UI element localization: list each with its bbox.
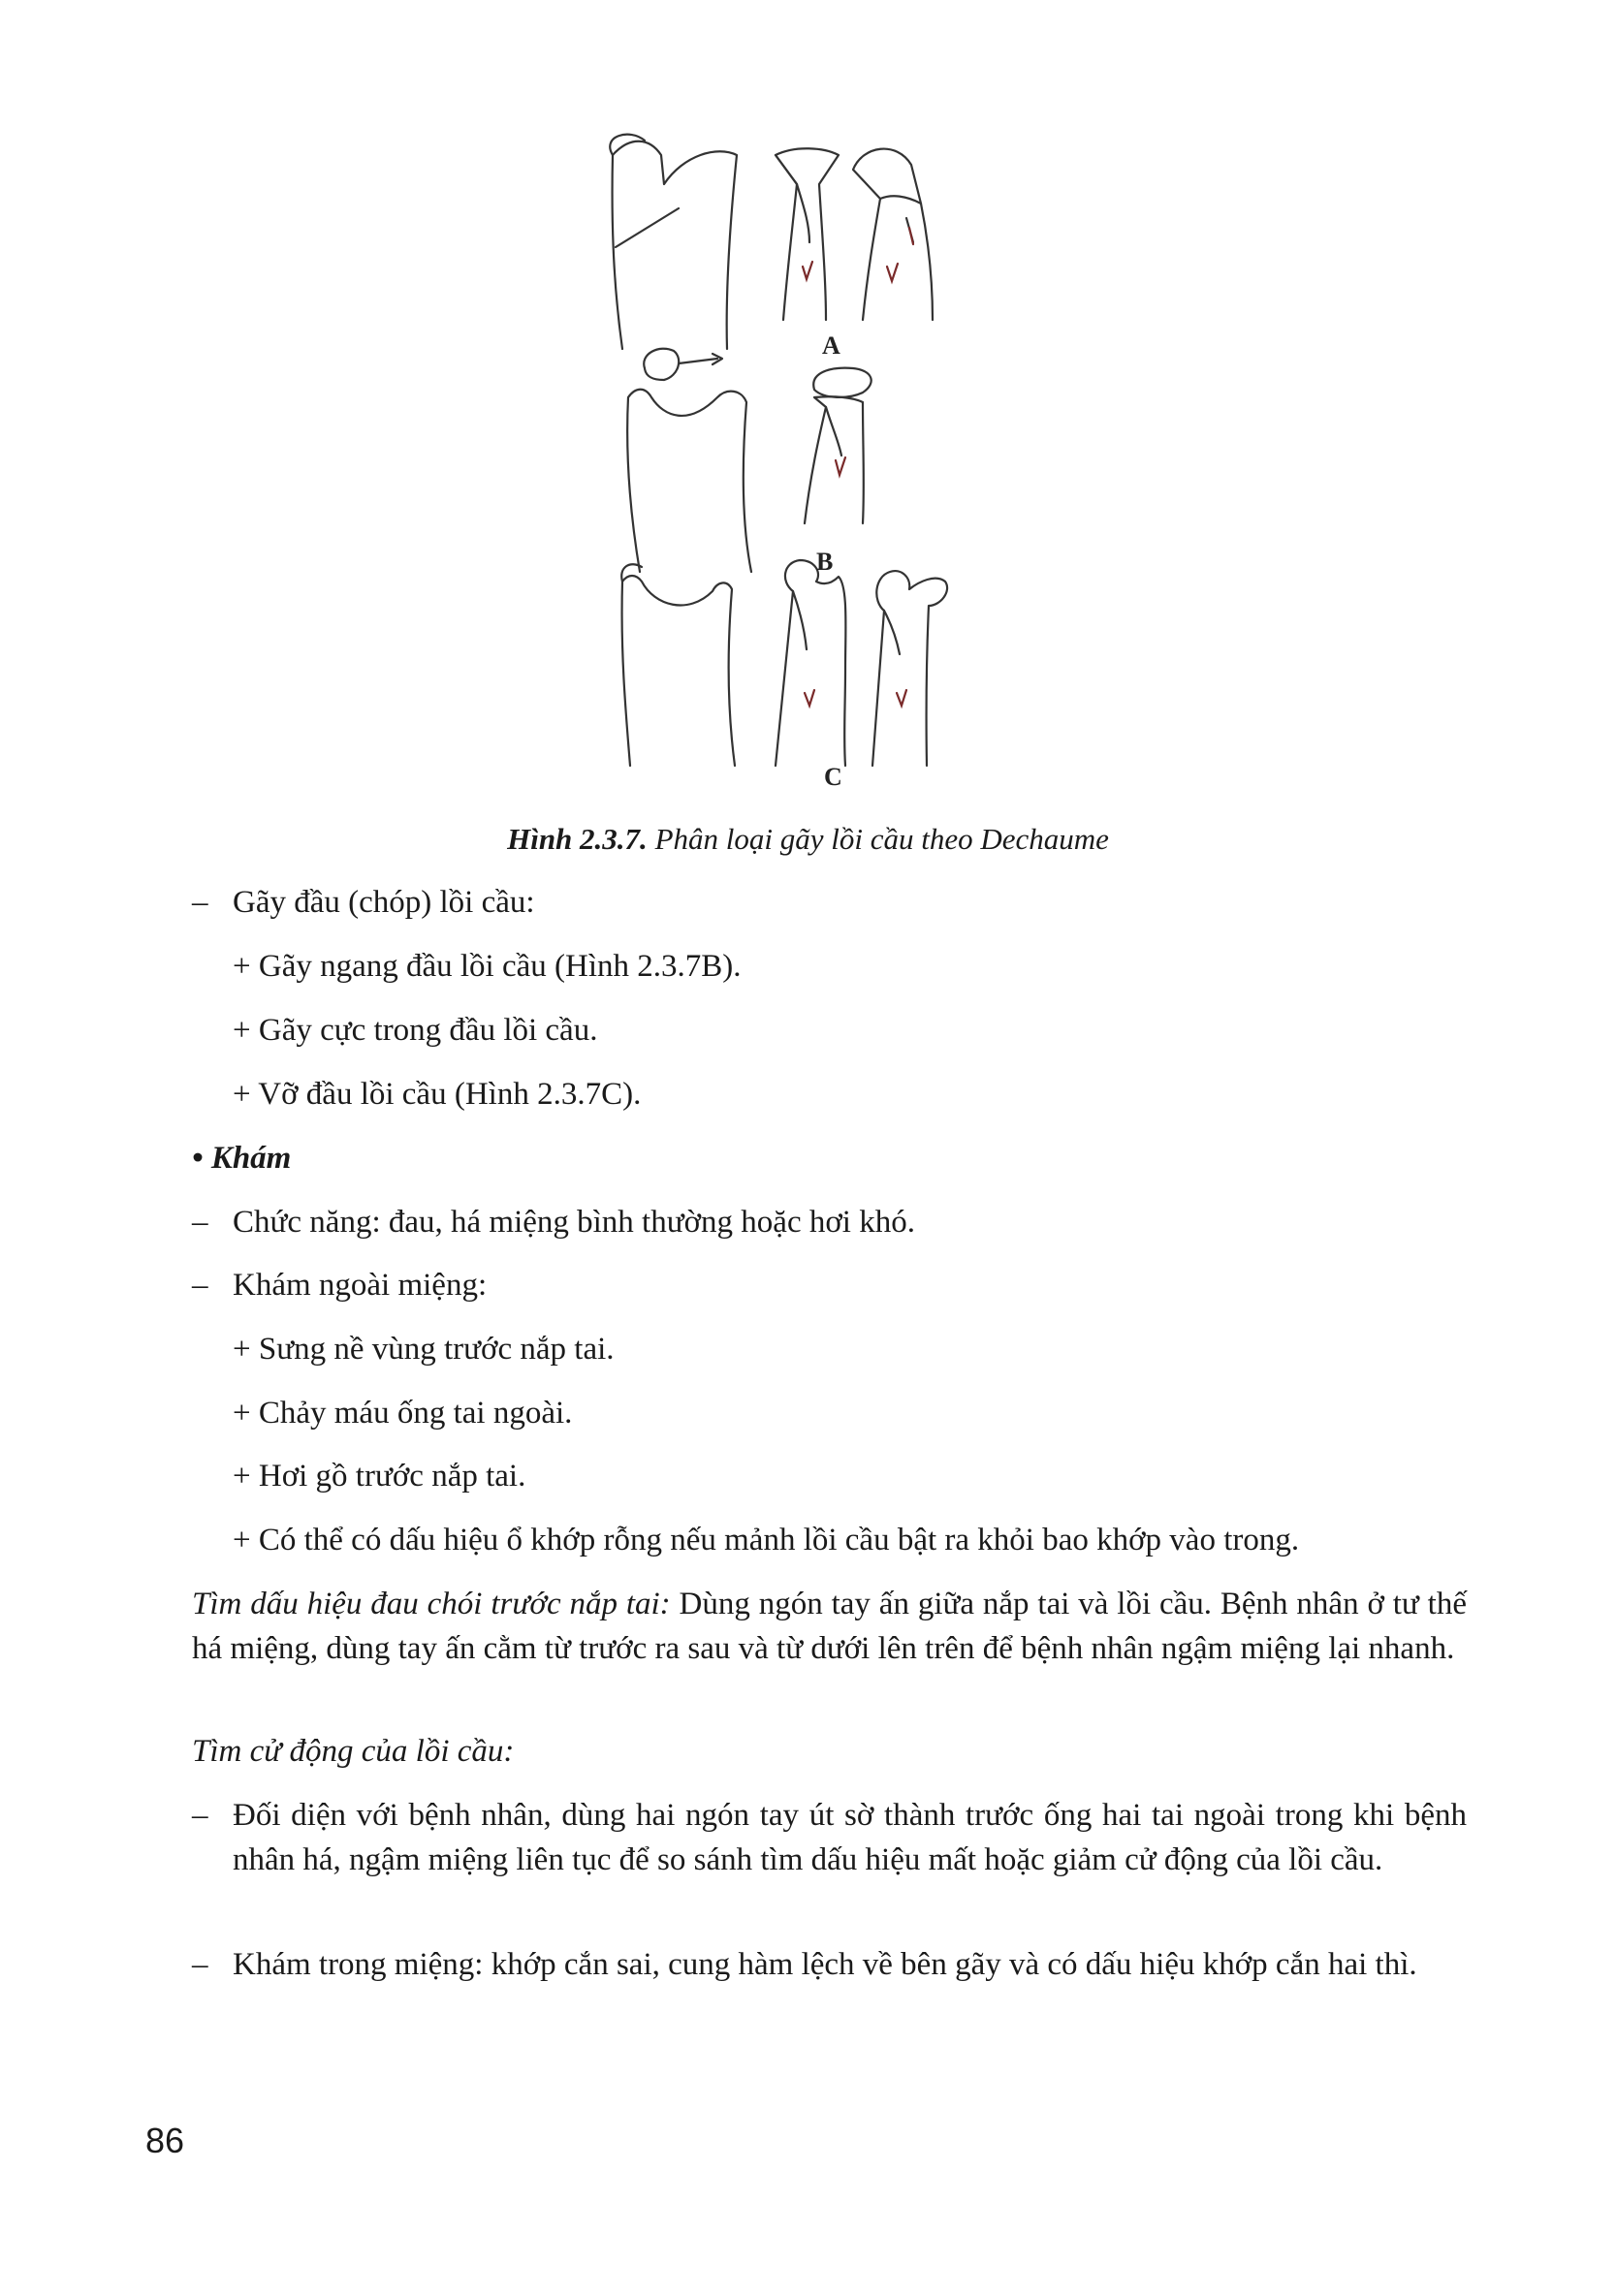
sub-item: + Gãy ngang đầu lồi cầu (Hình 2.3.7B). bbox=[233, 949, 742, 984]
row-a-ramus-drawing bbox=[610, 135, 737, 349]
list-item-text: Chức năng: đau, há miệng bình thường hoặc hơi khó. bbox=[233, 1205, 915, 1240]
row-c-ramus-drawing bbox=[621, 564, 735, 766]
row-c-condyle-view-1 bbox=[776, 560, 845, 766]
row-a-condyle-view-2 bbox=[853, 149, 933, 320]
caption-number: Hình 2.3.7. bbox=[507, 822, 648, 856]
paragraph-lead-italic: Tìm dấu hiệu đau chói trước nắp tai: bbox=[192, 1587, 671, 1621]
paragraph-tim-dau-hieu bbox=[192, 1582, 1467, 1671]
sub-item: + Chảy máu ống tai ngoài. bbox=[233, 1396, 573, 1431]
dash-marker: – bbox=[192, 1268, 208, 1303]
figure-label-c: C bbox=[824, 763, 842, 791]
figure-illustration bbox=[572, 126, 1095, 795]
row-a-condyle-view-1 bbox=[776, 148, 839, 320]
row-b-condyle-view bbox=[805, 368, 871, 523]
sub-item: + Sưng nề vùng trước nắp tai. bbox=[233, 1332, 615, 1367]
list-item-trong-mieng bbox=[192, 1942, 1467, 1987]
row-c-condyle-view-2 bbox=[872, 571, 947, 766]
dash-marker: – bbox=[192, 885, 208, 920]
list-item-text: Đối diện với bệnh nhân, dùng hai ngón tay út sờ thành trước ống hai tai ngoài trong khi bệnh nhân há, ngậm miệng liên tục để so sánh tìm dấu hiệu mất hoặc giảm cử động của lồi cầu. bbox=[233, 1798, 1467, 1877]
dash-marker: – bbox=[192, 1947, 208, 1982]
page-number: 86 bbox=[145, 2121, 185, 2160]
list-item-text: Gãy đầu (chóp) lồi cầu: bbox=[233, 885, 535, 920]
sub-item: + Có thể có dấu hiệu ổ khớp rỗng nếu mảnh lồi cầu bật ra khỏi bao khớp vào trong. bbox=[233, 1523, 1300, 1557]
condyle-fracture-figure bbox=[572, 126, 1095, 795]
heading-text: Khám bbox=[210, 1141, 292, 1176]
figure-label-a: A bbox=[822, 331, 840, 360]
figure-label-b: B bbox=[816, 548, 834, 576]
paragraph-italic: Tìm cử động của lồi cầu: bbox=[192, 1734, 515, 1769]
dash-marker: – bbox=[192, 1798, 208, 1833]
dash-marker: – bbox=[192, 1205, 208, 1240]
caption-text: Phân loại gãy lồi cầu theo Dechaume bbox=[647, 822, 1109, 856]
sub-item: + Vỡ đầu lồi cầu (Hình 2.3.7C). bbox=[233, 1077, 642, 1112]
row-b-ramus-drawing bbox=[627, 349, 751, 572]
paragraph-body: Dùng ngón tay ấn giữa nắp tai và lồi cầu. Bệnh nhân ở tư thế há miệng, dùng tay ấn cằm từ trước ra sau và từ dưới lên trên để bệnh nhân ngậm miệng lại nhanh. bbox=[192, 1587, 1468, 1666]
bullet-marker: • bbox=[192, 1141, 204, 1176]
list-item-text: Khám ngoài miệng: bbox=[233, 1268, 488, 1303]
paragraph-tim-cu-dong bbox=[192, 1729, 1467, 1774]
figure-caption bbox=[0, 822, 1616, 857]
list-item-doi-dien bbox=[192, 1793, 1467, 1882]
sub-item: + Gãy cực trong đầu lồi cầu. bbox=[233, 1013, 598, 1048]
section-heading-kham bbox=[192, 1136, 291, 1180]
sub-item: + Hơi gồ trước nắp tai. bbox=[233, 1459, 526, 1494]
list-item-text: Khám trong miệng: khớp cắn sai, cung hàm lệch về bên gãy và có dấu hiệu khớp cắn hai thì. bbox=[233, 1947, 1417, 1982]
